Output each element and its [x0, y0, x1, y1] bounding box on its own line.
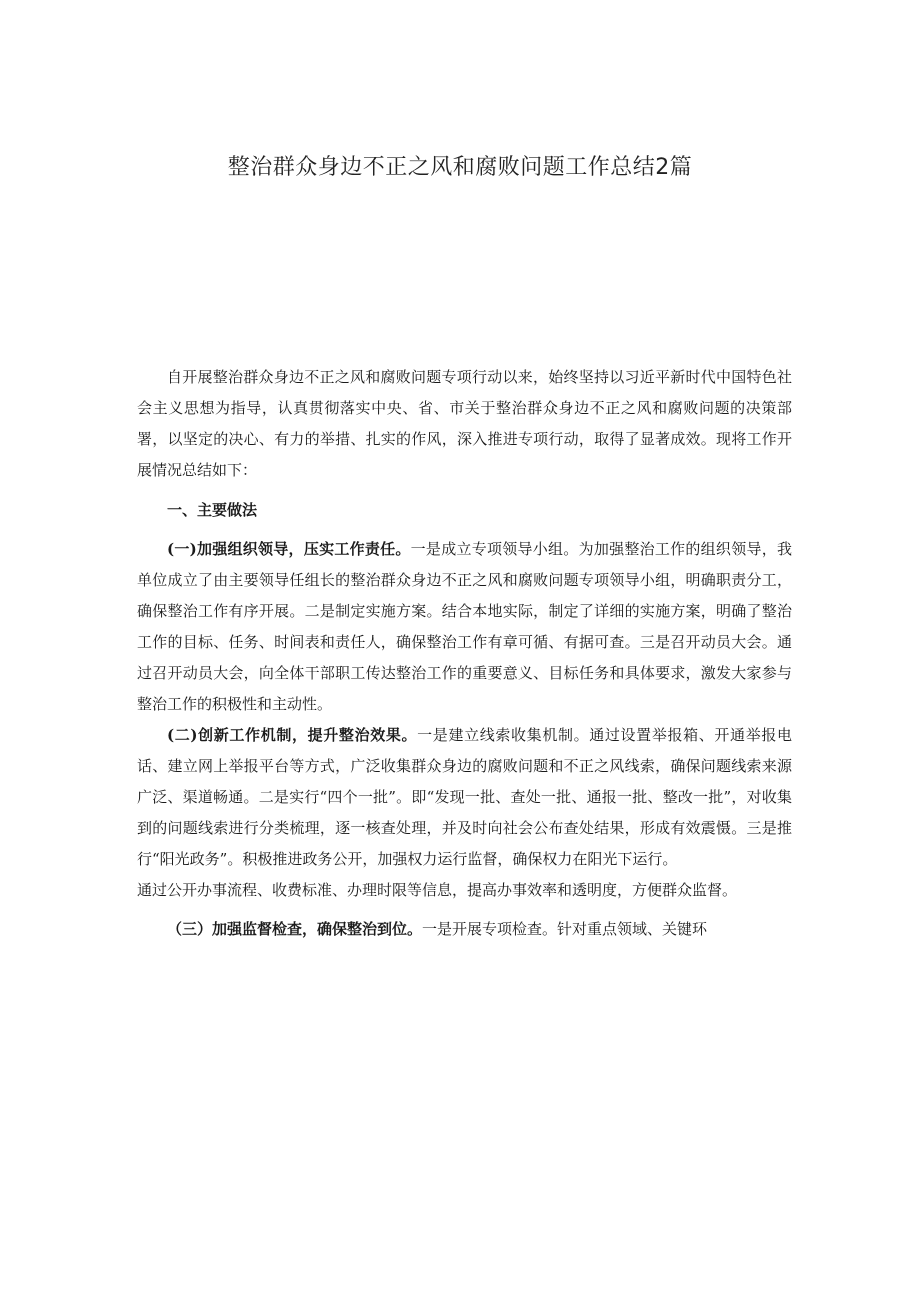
document-body	[137, 362, 792, 945]
item-1-text: 一是成立专项领导小组。为加强整治工作的组织领导，我单位成立了由主要领导任组长的整治群众身边不正之风和腐败问题专项领导小组，明确职责分工，确保整治工作有序开展。二是制定实施方案。结合本地实际，制定了详细的实施方案，明确了整治工作的目标、任务、时间表和责任人，确保整治工作有章可循、有据可查。三是召开动员大会。通过召开动员大会，向全体干部职工传达整治工作的重要意义、目标任务和具体要求，激发大家参与整治工作的积极性和主动性。	[137, 540, 792, 713]
item-2-text: 一是建立线索收集机制。通过设置举报箱、开通举报电话、建立网上举报平台等方式，广泛收集群众身边的腐败问题和不正之风线索，确保问题线索来源广泛、渠道畅通。二是实行“四个一批”。即“发现一批、查处一批、通报一批、整改一批”，对收集到的问题线索进行分类梳理，逐一核查处理，并及时向社会公布查处结果，形成有效震慑。三是推行“阳光政务”。积极推进政务公开，加强权力运行监督，确保权力在阳光下运行。	[137, 726, 792, 868]
item-3-lead: （三）加强监督检查，确保整治到位。	[167, 920, 423, 938]
item-2-paragraph	[137, 720, 792, 875]
section-heading: 一、主要做法	[167, 501, 258, 519]
item-3-paragraph	[137, 914, 792, 945]
item-2-continuation: 通过公开办事流程、收费标准、办理时限等信息，提高办事效率和透明度，方便群众监督。	[137, 881, 738, 899]
item-1-paragraph	[137, 534, 792, 720]
item-1-lead: (一)加强组织领导，压实工作责任。	[167, 540, 411, 558]
item-2-lead: (二)创新工作机制，提升整治效果。	[167, 726, 418, 744]
intro-paragraph: 自开展整治群众身边不正之风和腐败问题专项行动以来，始终坚持以习近平新时代中国特色社会主义思想为指导，认真贯彻落实中央、省、市关于整治群众身边不正之风和腐败问题的决策部署，以坚定的决心、有力的举措、扎实的作风，深入推进专项行动，取得了显著成效。现将工作开展情况总结如下：	[137, 368, 792, 479]
item-3-text: 一是开展专项检查。针对重点领域、关键环	[422, 920, 708, 938]
document-title: 整治群众身边不正之风和腐败问题工作总结2篇	[227, 155, 693, 180]
